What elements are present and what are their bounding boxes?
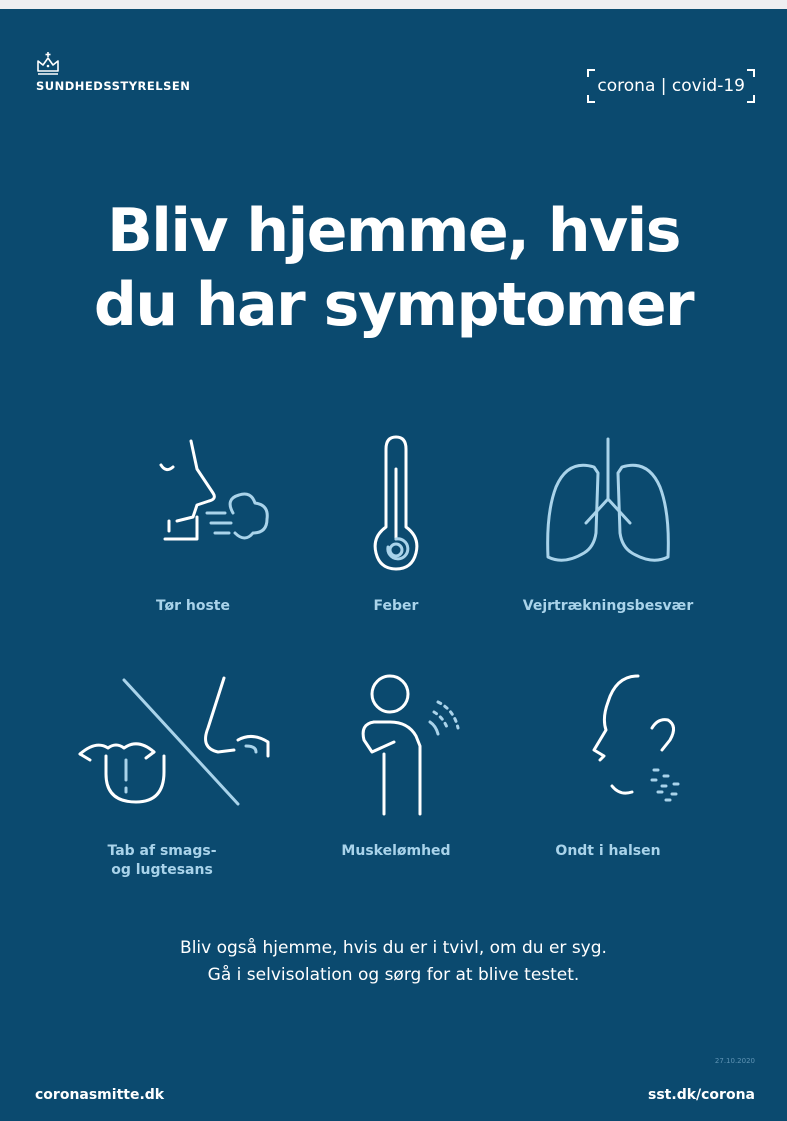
bracket-corner: [747, 95, 755, 103]
sore-throat-icon: [528, 664, 688, 814]
page-top-strip: [0, 0, 787, 9]
headline: [0, 194, 787, 342]
symptom-label: Muskelømhed: [341, 843, 451, 859]
symptom-fever: [276, 429, 516, 616]
symptom-label: Feber: [373, 598, 419, 614]
symptom-label: Ondt i halsen: [555, 843, 661, 859]
advice-line-1: Bliv også hjemme, hvis du er i tvivl, om du er syg.: [180, 938, 607, 958]
organization-name: SUNDHEDSSTYRELSEN: [36, 79, 191, 93]
advice-text: [0, 935, 787, 989]
muscle-pain-icon: [316, 664, 476, 814]
symptom-sore-throat: [488, 664, 728, 861]
symptom-label: Vejrtrækningsbesvær: [522, 598, 694, 614]
date-stamp: 27.10.2020: [714, 1057, 755, 1065]
dry-cough-icon: [113, 429, 273, 579]
bracket-corner: [587, 95, 595, 103]
sst-corona-link[interactable]: sst.dk/corona: [648, 1087, 755, 1103]
headline-line-2: du har symptomer: [93, 270, 694, 340]
poster: [0, 9, 787, 1121]
coronasmitte-link[interactable]: coronasmitte.dk: [35, 1087, 165, 1103]
symptom-label: [38, 842, 286, 880]
lungs-icon: [528, 429, 688, 579]
symptom-label-line-2: og lugtesans: [111, 862, 213, 878]
thermometer-icon: [316, 429, 476, 579]
symptom-label: Tør hoste: [156, 598, 230, 614]
campaign-tag: [587, 69, 755, 103]
symptom-breathing: [488, 429, 728, 616]
symptom-label-line-1: Tab af smags-: [107, 843, 217, 859]
campaign-tag-text: corona | covid-19: [597, 76, 745, 96]
bracket-corner: [587, 69, 595, 77]
headline-line-1: Bliv hjemme, hvis: [107, 196, 680, 266]
symptom-muscle-pain: [276, 664, 516, 861]
symptom-taste-smell: [46, 664, 286, 880]
advice-line-2: Gå i selvisolation og sørg for at blive testet.: [207, 965, 580, 985]
no-taste-smell-icon: [56, 664, 276, 814]
bracket-corner: [747, 69, 755, 77]
crown-icon: [35, 51, 61, 77]
